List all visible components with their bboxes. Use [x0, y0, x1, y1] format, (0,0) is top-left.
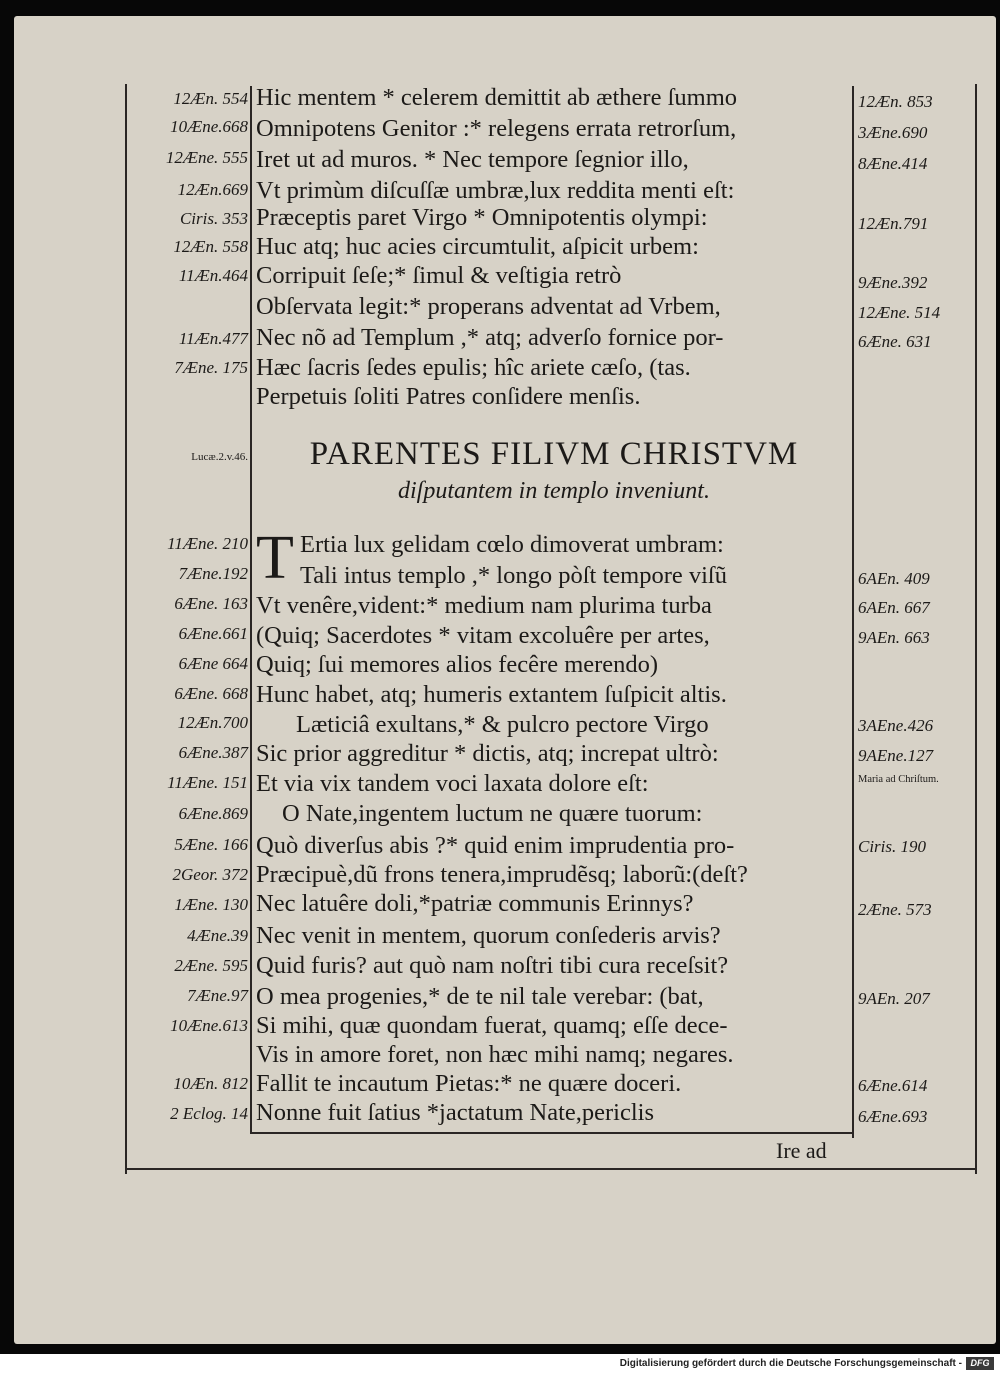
verse-line: Sic prior aggreditur * dictis, atq; increpat ultrò: — [256, 740, 719, 767]
margin-ref: 7Æne.192 — [178, 564, 248, 583]
margin-ref: 12Æn. 558 — [173, 237, 248, 256]
margin-ref: 3Æne.690 — [858, 123, 928, 142]
verse-line: Læticiâ exultans,* & pulcro pectore Virgo — [296, 711, 709, 738]
margin-ref: 11Æne. 210 — [167, 534, 248, 553]
verse-line: Hic mentem * celerem demittit ab æthere ſummo — [256, 84, 738, 111]
margin-ref: 11Æn.477 — [178, 329, 248, 348]
margin-ref: 2Geor. 372 — [172, 865, 248, 884]
verse-line: Quid furis? aut quò nam noſtri tibi cura receſsit? — [256, 952, 729, 979]
verse-line: Nec nõ ad Templum ,* atq; adverſo fornice por- — [256, 324, 724, 351]
verse-line: Quiq; ſui memores alios fecêre merendo) — [256, 651, 659, 678]
outer-left-rule — [125, 84, 127, 1174]
verse-line: Huc atq; huc acies circumtulit, aſpicit urbem: — [256, 233, 699, 260]
margin-ref: 11Æn.464 — [178, 266, 248, 285]
margin-ref: 10Æne.668 — [170, 117, 248, 136]
dfg-logo: DFG — [966, 1357, 994, 1370]
verse-line: Et via vix tandem voci laxata dolore eſt: — [256, 770, 649, 797]
margin-ref: 4Æne.39 — [187, 926, 248, 945]
verse-line: Vt venêre,vident:* medium nam plurima turba — [256, 592, 712, 619]
bottom-rule — [125, 1168, 977, 1170]
verse-line: Si mihi, quæ quondam fuerat, quamq; eſſe dece- — [256, 1012, 728, 1039]
verse-line: O mea progenies,* de te nil tale verebar: (bat, — [256, 983, 704, 1010]
margin-ref: 7Æne. 175 — [174, 358, 248, 377]
verse-line: Perpetuis ſoliti Patres conſidere menſis. — [256, 383, 641, 410]
verse-line: Corripuit ſeſe;* ſimul & veſtigia retrò — [256, 262, 622, 289]
margin-ref: Ciris. 353 — [179, 209, 248, 228]
verse-line: Obſervata legit:* properans adventat ad Vrbem, — [256, 293, 721, 320]
margin-ref: 12Æn.669 — [177, 180, 248, 199]
margin-ref: 2 Eclog. 14 — [170, 1104, 248, 1123]
margin-ref: 12Æn.791 — [858, 214, 929, 233]
margin-ref: 12Æne. 514 — [858, 303, 941, 322]
margin-ref: 12Æne. 555 — [165, 148, 248, 167]
heading-margin-ref: Lucæ.2.v.46. — [191, 451, 248, 463]
margin-ref: 3AEne.426 — [858, 716, 934, 735]
margin-ref: 6Æne. 631 — [858, 332, 932, 351]
outer-right-rule — [975, 84, 977, 1174]
margin-ref: 6Æne. 668 — [174, 684, 248, 703]
margin-ref: 9Æne.392 — [858, 273, 928, 292]
margin-ref: 6Æne.869 — [178, 804, 248, 823]
footer-bar — [0, 1354, 1000, 1374]
verse-line: Hunc habet, atq; humeris extantem ſuſpicit altis. — [256, 681, 727, 708]
margin-ref: 2Æne. 595 — [174, 956, 248, 975]
verse-line: Tali intus templo ,* longo pòſt tempore viſũ — [300, 562, 727, 589]
margin-ref: 6AEn. 409 — [858, 569, 930, 588]
section-subheading: diſputantem in templo inveniunt. — [398, 478, 710, 504]
margin-ref: 1Æne. 130 — [174, 895, 248, 914]
margin-ref: 6Æne 664 — [178, 654, 248, 673]
verse-line: Præceptis paret Virgo * Omnipotentis olympi: — [256, 204, 708, 231]
margin-ref: 12Æn.700 — [177, 713, 248, 732]
margin-ref: 10Æne.613 — [170, 1016, 248, 1035]
verse-line: Fallit te incautum Pietas:* ne quære doceri. — [256, 1070, 682, 1097]
verse-line: Nec latuêre doli,*patriæ communis Erinnys? — [256, 890, 694, 917]
margin-ref: 11Æne. 151 — [167, 773, 248, 792]
margin-ref: 12Æn. 554 — [173, 89, 248, 108]
margin-ref: 2Æne. 573 — [858, 900, 932, 919]
margin-ref: 6Æne. 163 — [174, 594, 248, 613]
margin-ref: 7Æne.97 — [187, 986, 248, 1005]
funding-note: Digitalisierung gefördert durch die Deutsche Forschungsgemeinschaft - — [619, 1358, 962, 1369]
verse-line: Vt primùm diſcuſſæ umbræ,lux reddita menti eſt: — [256, 177, 735, 204]
margin-note: Maria ad Chriſtum. — [858, 774, 939, 785]
margin-ref: 9AEn. 663 — [858, 628, 930, 647]
inner-left-rule — [250, 86, 252, 1134]
verse-line: Iret ut ad muros. * Nec tempore ſegnior illo, — [256, 146, 689, 173]
verse-line: Nec venit in mentem, quorum conſederis arvis? — [256, 922, 721, 949]
verse-line: Omnipotens Genitor :* relegens errata retrorſum, — [256, 115, 737, 142]
verse-line: Nonne fuit ſatius *jactatum Nate,periclis — [256, 1099, 655, 1126]
verse-line: Vis in amore foret, non hæc mihi namq; negares. — [256, 1041, 734, 1068]
verse-line: Hæc ſacris ſedes epulis; hîc ariete cæſo, (tas. — [256, 354, 691, 381]
verse-line: Quò diverſus abis ?* quid enim imprudentia pro- — [256, 832, 735, 859]
margin-ref: 6Æne.614 — [858, 1076, 928, 1095]
margin-ref: 12Æn. 853 — [858, 92, 933, 111]
margin-ref: 6Æne.693 — [858, 1107, 928, 1126]
catchword: Ire ad — [776, 1138, 827, 1163]
margin-ref: 9AEne.127 — [858, 746, 934, 765]
margin-ref: 10Æn. 812 — [173, 1074, 248, 1093]
verse-line: (Quiq; Sacerdotes * vitam excoluêre per artes, — [256, 622, 710, 649]
margin-ref: 6Æne.387 — [178, 743, 248, 762]
text-bottom-rule — [252, 1132, 854, 1134]
margin-ref: 6Æne.661 — [178, 624, 248, 643]
margin-ref: Ciris. 190 — [858, 837, 927, 856]
drop-cap: T — [256, 524, 294, 592]
verse-line: O Nate,ingentem luctum ne quære tuorum: — [282, 800, 703, 827]
inner-right-rule — [852, 86, 854, 1138]
margin-ref: 5Æne. 166 — [174, 835, 248, 854]
section-heading: PARENTES FILIVM CHRISTVM — [309, 436, 799, 472]
verse-line: Ertia lux gelidam cœlo dimoverat umbram: — [300, 531, 724, 558]
margin-ref: 8Æne.414 — [858, 154, 928, 173]
verse-line: Præcipuè,dũ frons tenera,imprudẽsq; laborũ:(deſt? — [256, 861, 748, 888]
margin-ref: 9AEn. 207 — [858, 989, 930, 1008]
margin-ref: 6AEn. 667 — [858, 598, 930, 617]
